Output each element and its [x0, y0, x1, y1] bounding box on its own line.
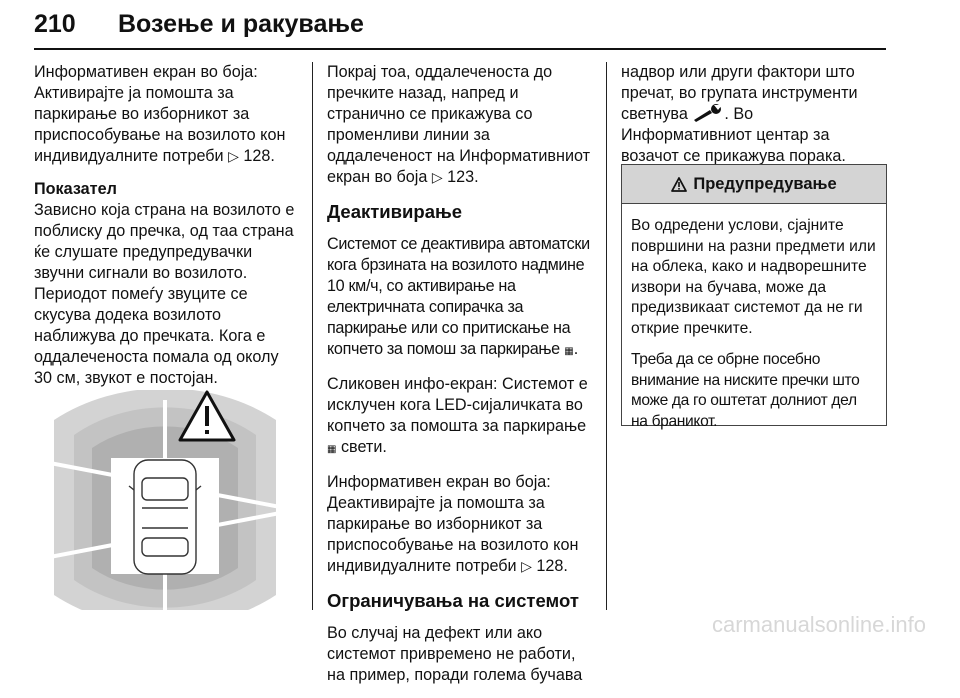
warning-paragraph: Во одредени услови, сјајните површини на разни предмети или на облека, како и надворешните извори на бучава, може да предизвикаат системот да не ги открие пречките. [631, 217, 876, 337]
cross-reference-icon: ▷ [228, 148, 239, 164]
subheading-indicator: Показател [34, 180, 117, 198]
warning-title: Предупредување [693, 174, 837, 193]
cross-reference-icon: ▷ [431, 169, 443, 185]
page-reference: 128. [536, 557, 568, 575]
header-rule [34, 48, 886, 50]
parking-assist-icon: ▦ [327, 444, 337, 455]
column-1 [34, 62, 298, 401]
chapter-title: Возење и ракување [118, 10, 364, 38]
paragraph-graphic-info: Сликовен инфо-екран: Системот е исклучен кога LED-сијаличката во копчето за помошта за паркирање ▦ свети. [327, 375, 588, 456]
paragraph-color-info-deactivate: Информативен екран во боја: Деактивирајте ја помошта за паркирање во изборникот за приспособување на возилото кон индивидуалните потреби ▷ 128. [327, 473, 579, 575]
heading-system-limitations: Ограничувања на системот [327, 590, 579, 611]
column-divider [312, 62, 313, 610]
page-reference: 128. [243, 147, 275, 165]
paragraph-fault: Во случај на дефект или ако системот привремено не работи, на пример, поради голема бучава [327, 624, 583, 684]
parking-assist-icon: ▦ [564, 346, 574, 357]
heading-deactivation: Деактивирање [327, 201, 463, 222]
warning-paragraph: Треба да се обрне посебно внимание на ниските пречки што може да го оштетат долниот дел на браникот. [631, 351, 860, 430]
wrench-icon [692, 104, 724, 122]
paragraph-indicator: Зависно која страна на возилото е поблиску до пречка, од таа страна ќе слушате предупредувачки звучни сигнали во возилото. Периодот помеѓу звуците се скусува додека возилото наближува до пречката. Кога е оддалеченоста помала од околу 30 см, звукот е постојан. [34, 201, 295, 387]
parking-sensor-illustration [34, 390, 296, 610]
page-number: 210 [34, 10, 76, 38]
watermark: carmanualsonline.info [711, 612, 926, 637]
cross-reference-icon: ▷ [521, 558, 532, 574]
warning-header [622, 165, 886, 204]
column-2 [327, 62, 595, 698]
column-divider [606, 62, 607, 610]
page-reference: 123. [447, 168, 479, 186]
paragraph-fault-continued: надвор или други фактори што пречат, во групата инструменти светнува . Во Информативниот центар за возачот се прикажува порака. [621, 63, 858, 165]
page-header [34, 8, 886, 48]
paragraph-distance-display: Покрај тоа, оддалеченоста до пречките назад, напред и странично се прикажува со променливи линии за оддалеченост на Информативниот екран во боја ▷ 123. [327, 63, 591, 186]
column-3 [621, 62, 887, 179]
warning-box [621, 164, 887, 430]
paragraph-color-info-activate: Информативен екран во боја: Активирајте ја помошта за паркирање во изборникот за приспособување на возилото кон индивидуалните потреби ▷ 128. [34, 63, 286, 165]
warning-body [622, 204, 886, 432]
paragraph-auto-deactivation: Системот се деактивира автоматски кога брзината на возилото надмине 10 км/ч, со активирање на електричната сопирачка за паркирање или со притискање на копчето за помош за паркирање ▦. [327, 235, 590, 358]
warning-triangle-icon [671, 177, 687, 192]
